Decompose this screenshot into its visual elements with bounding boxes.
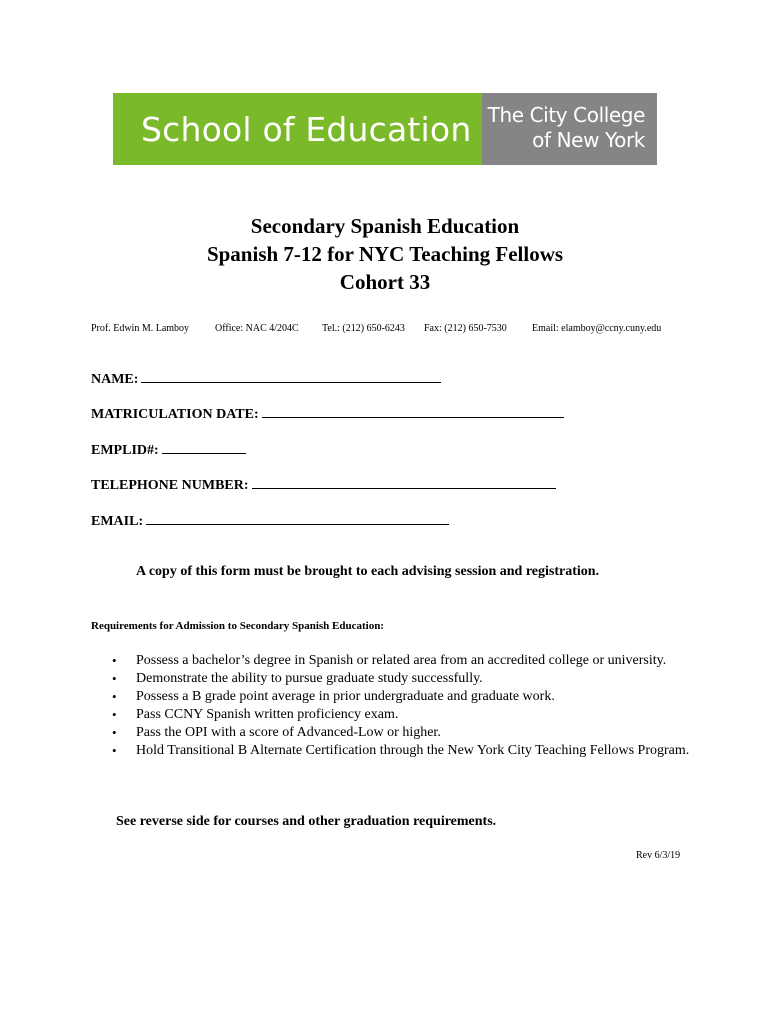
telephone-number-label: TELEPHONE NUMBER: [91,478,249,493]
email-blank[interactable] [146,510,449,525]
bullet-icon: • [112,653,117,668]
requirements-heading: Requirements for Admission to Secondary Spanish Education: [91,620,384,632]
contact-fax: Fax: (212) 650-7530 [424,323,507,334]
matriculation-date-label: MATRICULATION DATE: [91,407,259,422]
bullet-icon: • [112,671,117,686]
list-item [112,688,692,706]
bullet-icon: • [112,707,117,722]
contact-email: Email: elamboy@ccny.cuny.edu [532,323,662,334]
telephone-number-blank[interactable] [252,474,556,489]
advising-notice: A copy of this form must be brought to each advising session and registration. [136,564,600,579]
document-title [0,212,770,296]
college-name-line1: The City College [487,103,645,127]
school-of-education-logo [113,93,482,165]
email-label: EMAIL: [91,514,144,529]
requirement-text: Demonstrate the ability to pursue graduate study successfully. [136,671,483,686]
requirement-text: Possess a bachelor’s degree in Spanish or related area from an accredited college or university. [136,653,667,668]
contact-office: Office: NAC 4/204C [215,323,299,334]
name-field [91,368,441,388]
name-label: NAME: [91,372,139,387]
list-item [112,670,692,688]
contact-tel: Tel.: (212) 650-6243 [322,323,405,334]
emplid-label: EMPLID#: [91,443,159,458]
school-name: School of Education [141,109,472,149]
requirement-text: Pass the OPI with a score of Advanced-Low or higher. [136,725,441,740]
city-college-logo [482,93,657,165]
email-field [91,510,449,530]
reverse-side-note: See reverse side for courses and other graduation requirements. [116,814,497,829]
emplid-field [91,439,246,459]
requirement-text: Pass CCNY Spanish written proficiency exam. [136,707,399,722]
title-line2: Spanish 7-12 for NYC Teaching Fellows [206,242,564,266]
header-banner [113,93,657,165]
title-line1: Secondary Spanish Education [250,214,520,238]
college-name-line2: of New York [532,128,645,152]
list-item [112,652,692,670]
list-item [112,706,692,724]
name-blank[interactable] [141,368,441,383]
contact-name: Prof. Edwin M. Lamboy [91,323,190,334]
emplid-blank[interactable] [162,439,246,454]
revision-date: Rev 6/3/19 [636,850,681,861]
bullet-icon: • [112,743,117,758]
title-line3: Cohort 33 [339,270,431,294]
telephone-number-field [91,474,556,494]
list-item [112,742,692,760]
requirement-text: Possess a B grade point average in prior undergraduate and graduate work. [136,689,555,704]
requirements-list [112,652,692,760]
matriculation-date-field [91,403,564,423]
list-item [112,724,692,742]
requirement-text: Hold Transitional B Alternate Certification through the New York City Teaching Fellows Program. [136,743,690,758]
bullet-icon: • [112,689,117,704]
matriculation-date-blank[interactable] [262,403,564,418]
bullet-icon: • [112,725,117,740]
